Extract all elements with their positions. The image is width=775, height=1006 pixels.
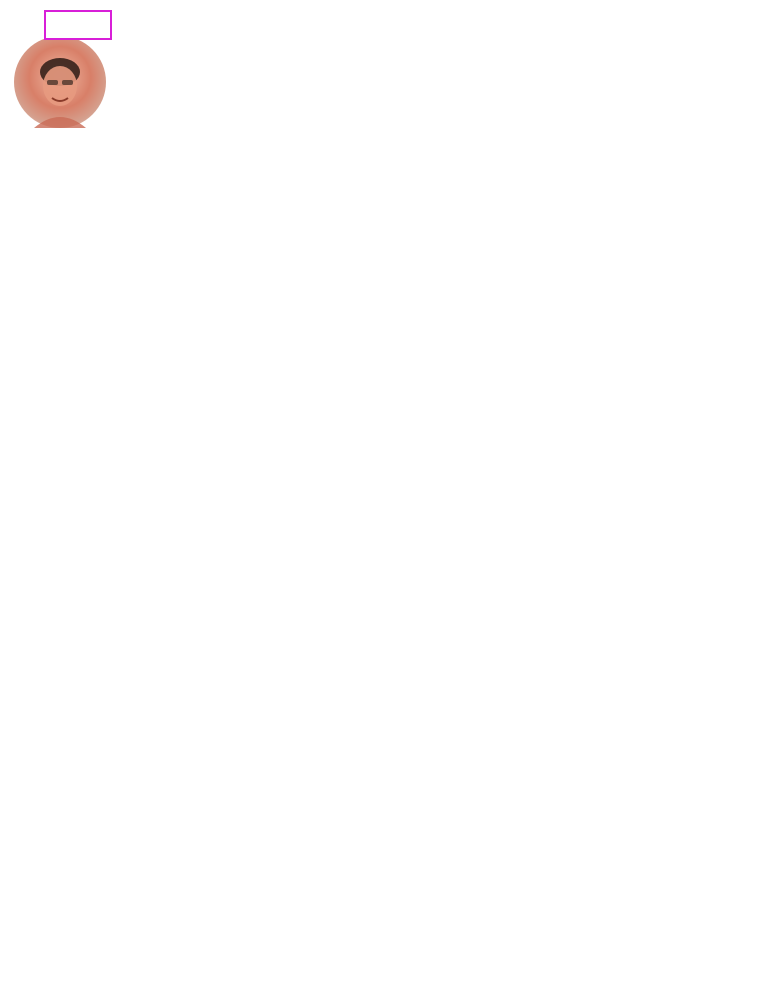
portrait-icon xyxy=(14,36,106,128)
version-badge xyxy=(44,10,112,40)
portrait-drawing xyxy=(14,36,106,128)
